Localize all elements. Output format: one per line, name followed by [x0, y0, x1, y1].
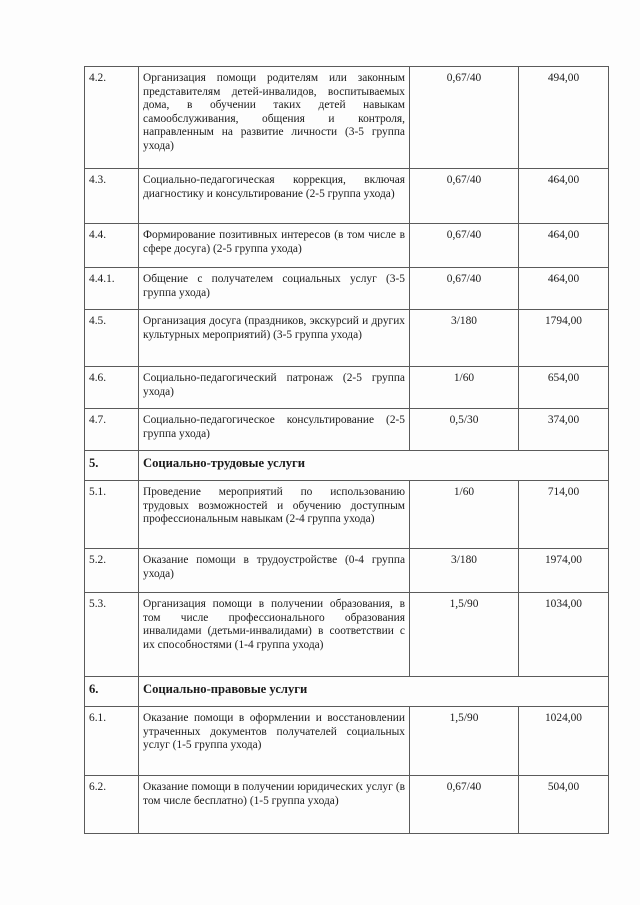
section-row	[85, 451, 609, 481]
row-number: 4.5.	[85, 310, 139, 367]
service-rate: 0,67/40	[410, 776, 519, 834]
service-price: 1974,00	[519, 549, 609, 593]
row-number: 4.2.	[85, 67, 139, 169]
service-name: Социально-педагогический патронаж (2-5 группа ухода)	[139, 367, 410, 409]
section-number: 6.	[85, 677, 139, 707]
service-rate: 0,67/40	[410, 169, 519, 224]
service-name: Проведение мероприятий по использованию трудовых возможностей и обучению доступным профессиональным навыкам (2-4 группа ухода)	[139, 481, 410, 549]
service-price: 1024,00	[519, 707, 609, 776]
service-price: 1034,00	[519, 593, 609, 677]
service-rate: 3/180	[410, 549, 519, 593]
table-row	[85, 481, 609, 549]
row-number: 4.4.1.	[85, 268, 139, 310]
service-price: 504,00	[519, 776, 609, 834]
row-number: 6.1.	[85, 707, 139, 776]
table-row	[85, 409, 609, 451]
service-name: Оказание помощи в оформлении и восстановлении утраченных документов получателей социальных услуг (1-5 группа ухода)	[139, 707, 410, 776]
row-number: 4.4.	[85, 224, 139, 268]
row-number: 4.3.	[85, 169, 139, 224]
service-price: 464,00	[519, 224, 609, 268]
service-price: 464,00	[519, 268, 609, 310]
row-number: 5.3.	[85, 593, 139, 677]
service-name: Оказание помощи в получении юридических услуг (в том числе бесплатно) (1-5 группа ухода)	[139, 776, 410, 834]
table-row	[85, 67, 609, 169]
service-price: 714,00	[519, 481, 609, 549]
service-name: Формирование позитивных интересов (в том числе в сфере досуга) (2-5 группа ухода)	[139, 224, 410, 268]
service-price: 654,00	[519, 367, 609, 409]
service-rate: 1/60	[410, 367, 519, 409]
service-rate: 0,67/40	[410, 67, 519, 169]
table-row	[85, 224, 609, 268]
service-name: Общение с получателем социальных услуг (3-5 группа ухода)	[139, 268, 410, 310]
table-row	[85, 367, 609, 409]
service-name: Организация помощи в получении образования, в том числе профессионального образования инвалидами (детьми-инвалидами) в соответствии с их способностями (1-4 группа ухода)	[139, 593, 410, 677]
section-title: Социально-трудовые услуги	[139, 451, 609, 481]
service-rate: 0,67/40	[410, 224, 519, 268]
row-number: 5.1.	[85, 481, 139, 549]
row-number: 6.2.	[85, 776, 139, 834]
service-price: 464,00	[519, 169, 609, 224]
service-rate: 1/60	[410, 481, 519, 549]
table-row	[85, 707, 609, 776]
table-row	[85, 310, 609, 367]
service-price: 374,00	[519, 409, 609, 451]
service-rate: 1,5/90	[410, 593, 519, 677]
service-rate: 3/180	[410, 310, 519, 367]
table-row	[85, 593, 609, 677]
service-price: 1794,00	[519, 310, 609, 367]
row-number: 4.7.	[85, 409, 139, 451]
section-title: Социально-правовые услуги	[139, 677, 609, 707]
section-row	[85, 677, 609, 707]
table-row	[85, 776, 609, 834]
service-rate: 0,67/40	[410, 268, 519, 310]
service-name: Организация досуга (праздников, экскурсий и других культурных мероприятий) (3-5 группа ухода)	[139, 310, 410, 367]
service-rate: 0,5/30	[410, 409, 519, 451]
row-number: 5.2.	[85, 549, 139, 593]
service-name: Организация помощи родителям или законным представителям детей-инвалидов, воспитываемых дома, в обучении таких детей навыкам самообслуживания, общения и контроля, направленным на развитие личности (3-5 группа ухода)	[139, 67, 410, 169]
table-row	[85, 169, 609, 224]
service-name: Социально-педагогическое консультирование (2-5 группа ухода)	[139, 409, 410, 451]
service-price: 494,00	[519, 67, 609, 169]
table-row	[85, 549, 609, 593]
service-name: Социально-педагогическая коррекция, включая диагностику и консультирование (2-5 группа ухода)	[139, 169, 410, 224]
section-number: 5.	[85, 451, 139, 481]
service-name: Оказание помощи в трудоустройстве (0-4 группа ухода)	[139, 549, 410, 593]
service-rate: 1,5/90	[410, 707, 519, 776]
table-row	[85, 268, 609, 310]
row-number: 4.6.	[85, 367, 139, 409]
services-table	[84, 66, 609, 834]
